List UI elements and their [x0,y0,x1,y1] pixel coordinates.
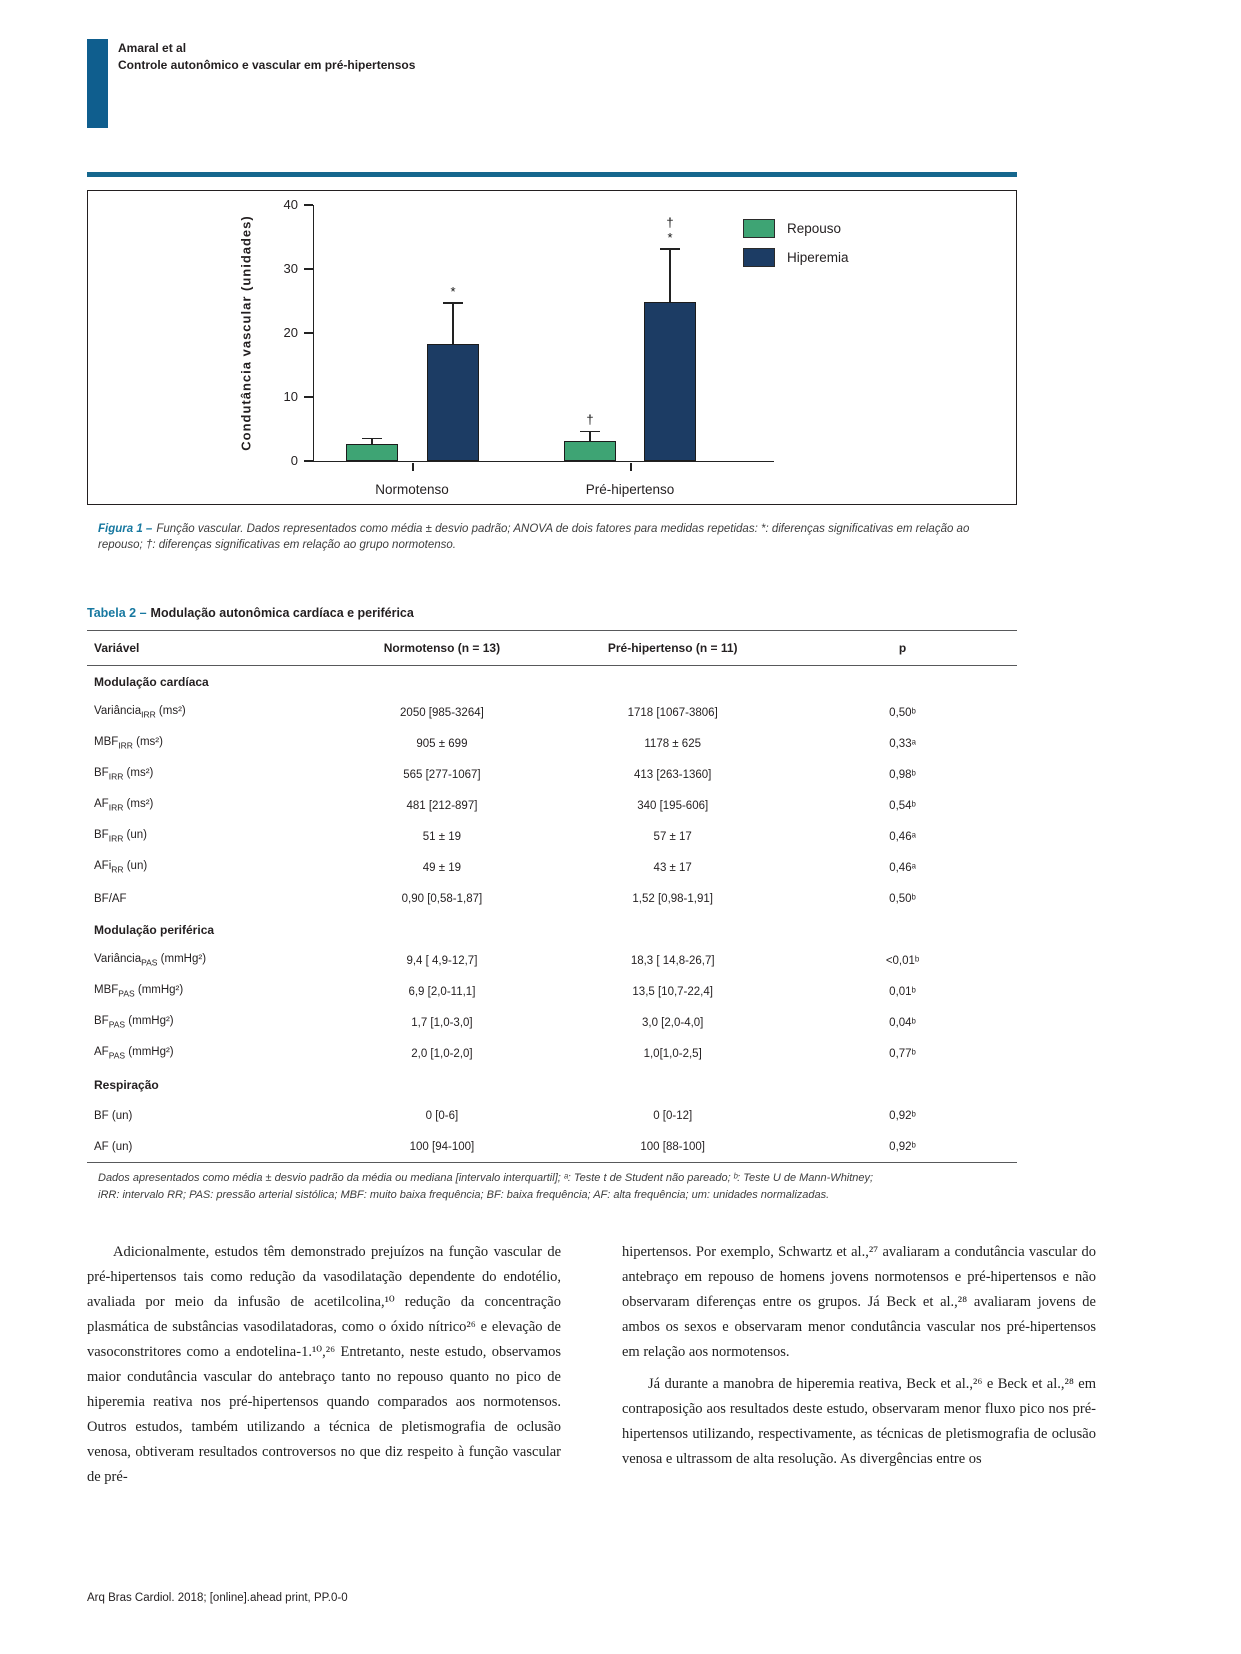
legend-label: Repouso [787,221,842,236]
y-tick-label: 10 [283,389,298,404]
results-table [87,630,1017,1163]
significance-annotation: * [450,283,456,299]
p-value-cell: 0,50ᵇ [889,892,916,905]
value-cell-normotenso: 49 ± 19 [422,861,462,874]
value-cell-normotenso: 2050 [985-3264] [400,706,484,719]
table-header-row [87,631,1017,666]
legend-label: Hiperemia [787,250,849,265]
column-header: p [788,631,1017,666]
value-cell-prehipertenso: 0 [0-12] [653,1109,693,1122]
variable-cell: Variância$_{PAS}$ (mmHg²) [94,953,207,968]
x-tick [630,463,632,471]
table-title-label: Tabela 2 – [87,606,147,620]
value-cell-normotenso: 0,90 [0,58-1,87] [401,892,483,905]
p-value-cell: 0,92ᵇ [788,1131,1017,1163]
p-value-cell: 0,01ᵇ [889,985,916,998]
x-category-label: Pré-hipertenso [585,482,675,497]
legend-item [743,248,849,267]
legend-swatch-hiperemia [743,248,775,267]
table-row [87,1038,1017,1069]
table-row [87,883,1017,914]
y-tick [304,332,313,334]
value-cell-prehipertenso: 57 ± 17 [653,830,692,843]
x-category-label: Normotenso [375,482,449,497]
table-row [87,1131,1017,1163]
footnote-line: Dados apresentados como média ± desvio padrão da média ou mediana [intervalo interquartil]; ᵃ: Teste t de Student não pareado; ᵇ: Teste U de Mann-Whitney; [98,1172,874,1184]
table-title-text: Modulação autonômica cardíaca e periférica [150,606,414,620]
value-cell-prehipertenso: 3,0 [2,0-4,0] [642,1016,704,1029]
table-row [87,945,1017,976]
p-value-cell: 0,33ᵃ [889,737,916,750]
variable-cell: Variância$_{IRR}$ (ms²) [94,705,186,720]
significance-annotation: † * [666,214,674,245]
y-tick [304,268,313,270]
p-value-cell: 0,46ᵃ [889,830,916,843]
table-row [87,1100,1017,1131]
body-right-column [622,1240,1096,1472]
table-row [87,976,1017,1007]
variable-cell: BF/AF [94,892,127,905]
table-row [87,852,1017,883]
variable-cell: $BF_{PAS}$ (mmHg²) [94,1015,174,1030]
bar-hiperemia [427,344,479,461]
bar-repouso [346,444,398,461]
legend-item [743,219,849,238]
section-row [87,914,1017,945]
value-cell-normotenso: 6,9 [2,0-11,1] [408,985,476,998]
value-cell-prehipertenso: 43 ± 17 [653,861,692,874]
significance-annotation: † [586,412,594,428]
y-tick-label: 20 [283,325,298,340]
error-bar-cap [362,438,382,440]
body-left-column [87,1240,561,1490]
legend-swatch-repouso [743,219,775,238]
variable-cell: $MBF_{PAS}$ (mmHg²) [94,984,184,999]
error-bar [589,432,591,441]
table-row [87,790,1017,821]
p-value-cell: 0,04ᵇ [889,1016,916,1029]
paragraph: Adicionalmente, estudos têm demonstrado prejuízos na função vascular de pré-hipertensos tais como redução da vasodilatação dependente do endotélio, avaliada por meio da infusão de acetilcolina,¹⁰ redução da concentração plasmática de substâncias vasodilatadoras, como o óxido nítrico²⁶ e elevação de vasoconstritores como a endotelina-1.¹⁰,²⁶ Entretanto, neste estudo, observamos maior condutância vascular do antebraço tanto no repouso quanto no pico de hiperemia reativa nos pré-hipertensos quando comparados aos normotensos. Outros estudos, também utilizando a técnica de pletismografia de oclusão venosa, obtiveram resultados controversos no que diz respeito à função vascular de pré- [87,1244,561,1485]
section-label: Modulação cardíaca [94,674,209,689]
y-tick-label: 30 [283,261,298,276]
section-label: Modulação periférica [94,922,215,937]
value-cell-normotenso: 9,4 [ 4,9-12,7] [406,954,478,967]
column-header: Variável [87,631,327,666]
header-running-title: Controle autonômico e vascular em pré-hipertensos [118,58,416,72]
variable-cell: BF (un) [94,1109,133,1122]
variable-cell: $BF_{IRR}$ (ms²) [94,767,154,782]
value-cell-normotenso: 905 ± 699 [416,737,468,750]
variable-cell: $BF_{IRR}$ (un) [94,829,147,844]
y-tick-label: 40 [283,197,298,212]
section-rule [87,172,1017,177]
y-tick [304,204,313,206]
p-value-cell: 0,77ᵇ [889,1047,916,1060]
error-bar-cap [580,431,600,433]
table-row [87,728,1017,759]
value-cell-normotenso: 481 [212-897] [406,799,478,812]
header-authors: Amaral et al [118,41,187,55]
value-cell-prehipertenso: 413 [263-1360] [634,768,712,781]
value-cell-prehipertenso: 13,5 [10,7-22,4] [632,985,713,998]
y-axis-label: Condutância vascular (unidades) [238,215,254,451]
value-cell-prehipertenso: 1718 [1067-3806] [627,706,718,719]
value-cell-normotenso: 2,0 [1,0-2,0] [411,1047,473,1060]
chart-plot-area [283,197,774,497]
value-cell-normotenso: 100 [94-100] [327,1131,558,1163]
p-value-cell: <0,01ᵇ [885,954,920,967]
table-row [87,1007,1017,1038]
variable-cell: AF (un) [87,1131,327,1163]
x-tick [412,463,414,471]
figure-1-panel [87,190,1017,505]
value-cell-prehipertenso: 18,3 [ 14,8-26,7] [630,954,715,967]
bar-hiperemia [644,302,696,461]
value-cell-prehipertenso: 1,0[1,0-2,5] [643,1047,702,1060]
value-cell-prehipertenso: 340 [195-606] [637,799,709,812]
table-row [87,759,1017,790]
p-value-cell: 0,98ᵇ [889,768,916,781]
page-footer-citation: Arq Bras Cardiol. 2018; [online].ahead print, PP.0-0 [87,1592,348,1604]
variable-cell: AFi$_{RR}$ (un) [94,860,148,875]
bar-repouso [564,441,616,461]
table-row [87,821,1017,852]
y-tick [304,460,313,462]
error-bar-cap [660,248,680,250]
paragraph: hipertensos. Por exemplo, Schwartz et al.,²⁷ avaliaram a condutância vascular do antebraço em repouso de homens jovens normotensos e pré-hipertensos e não observaram diferenças entre os grupos. Já Beck et al.,²⁸ avaliaram jovens de ambos os sexos e observaram menor condutância vascular nos pré-hipertensos em relação aos normotensos. [622,1244,1096,1360]
variable-cell: $MBF_{IRR}$ (ms²) [94,736,163,751]
table-title [87,606,414,620]
p-value-cell: 0,50ᵇ [889,706,916,719]
value-cell-prehipertenso: 1178 ± 625 [644,737,701,750]
p-value-cell: 0,46ᵃ [889,861,916,874]
header-accent-bar [87,39,108,128]
value-cell-normotenso: 0 [0-6] [425,1109,459,1122]
value-cell-normotenso: 565 [277-1067] [403,768,481,781]
footnote-line: iRR: intervalo RR; PAS: pressão arterial sistólica; MBF: muito baixa frequência; BF: baixa frequência; AF: alta frequência; um: unidades normalizadas. [98,1189,830,1201]
section-row [87,1069,1017,1100]
figure-caption-label: Figura 1 – [98,523,153,535]
value-cell-normotenso: 51 ± 19 [422,830,462,843]
y-tick [304,396,313,398]
y-tick-label: 0 [290,453,298,468]
column-header: Pré-hipertenso (n = 11) [557,631,788,666]
value-cell-prehipertenso: 100 [88-100] [557,1131,788,1163]
error-bar [669,250,671,302]
section-row [87,666,1017,698]
value-cell-normotenso: 1,7 [1,0-3,0] [411,1016,473,1029]
figure-caption [98,521,1014,553]
variable-cell: $AF_{PAS}$ (mmHg²) [94,1046,174,1061]
table-footnote [98,1170,1014,1204]
value-cell-prehipertenso: 1,52 [0,98-1,91] [632,892,713,905]
table-row [87,697,1017,728]
variable-cell: $AF_{IRR}$ (ms²) [94,798,154,813]
p-value-cell: 0,54ᵇ [889,799,916,812]
p-value-cell: 0,92ᵇ [889,1109,916,1122]
page-header [118,40,415,74]
figure-caption-text: Função vascular. Dados representados como média ± desvio padrão; ANOVA de dois fatores para medidas repetidas: *: diferenças significativas em relação ao repouso; †: diferenças significativas em relação ao grupo normotenso. [98,523,970,551]
error-bar [452,304,454,344]
chart-legend [743,219,849,277]
column-header: Normotenso (n = 13) [327,631,558,666]
paragraph: Já durante a manobra de hiperemia reativa, Beck et al.,²⁶ e Beck et al.,²⁸ em contraposição aos resultados deste estudo, observaram menor fluxo pico nos pré-hipertensos utilizando, respectivamente, as técnicas de pletismografia de oclusão venosa e ultrassom de alta resolução. As divergências entre os [622,1376,1096,1467]
section-label: Respiração [94,1077,159,1092]
error-bar-cap [443,302,463,304]
